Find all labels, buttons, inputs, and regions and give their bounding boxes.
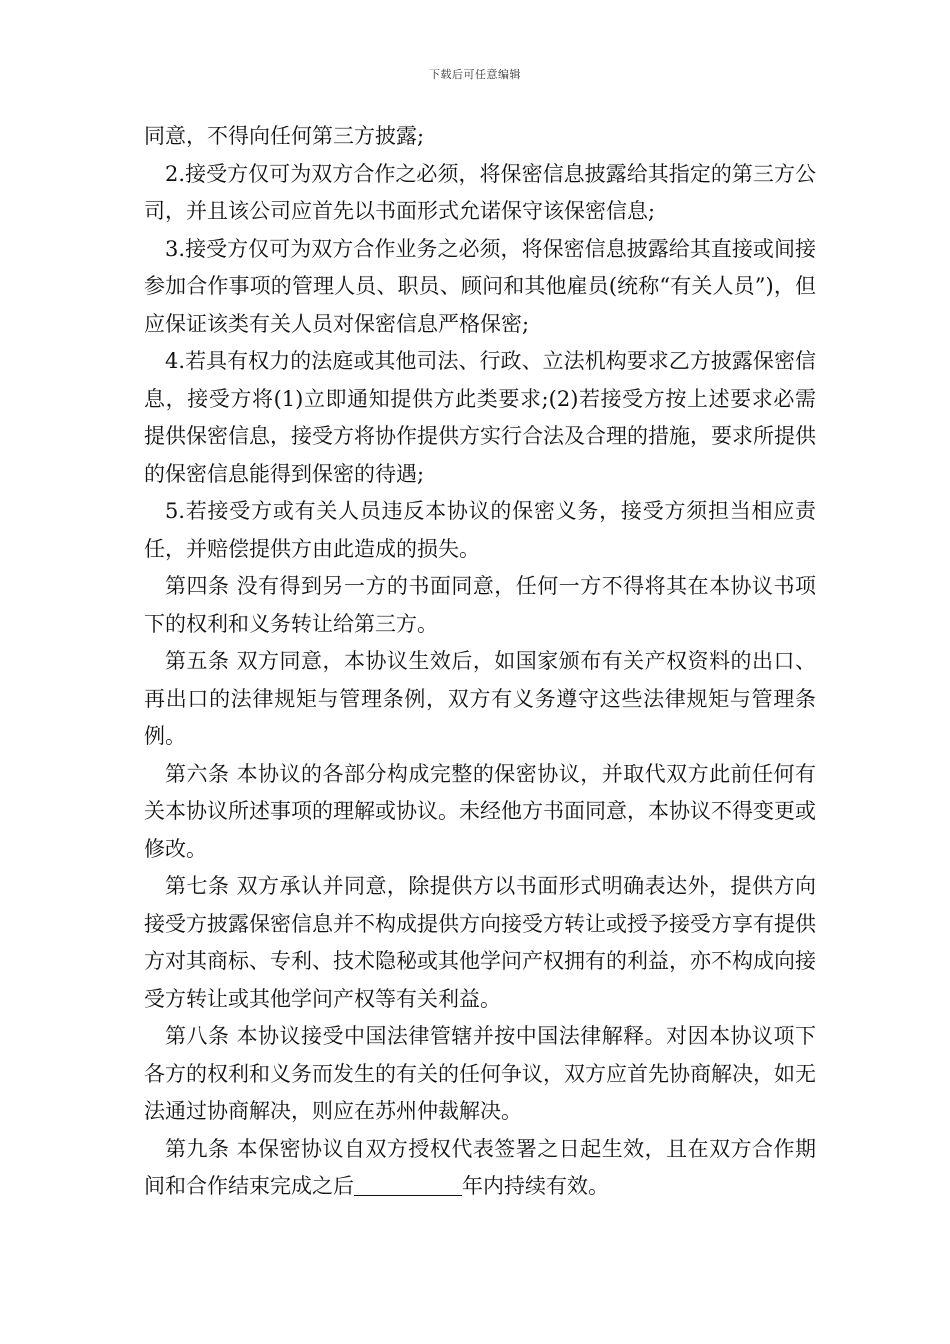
- paragraph-item-3: 3.接受方仅可为双方合作业务之必须，将保密信息披露给其直接或间接参加合作事项的管理人员、职员、顾问和其他雇员(统称“有关人员”)，但应保证该类有关人员对保密信息严格保密;: [144, 236, 816, 336]
- paragraph-continuation: 同意，不得向任何第三方披露;: [144, 124, 425, 148]
- article-9-text-before: 第九条 本保密协议自双方授权代表签署之日起生效，且在双方合作期间和合作结束完成之后: [144, 1136, 816, 1198]
- paragraph-article-6: 第六条 本协议的各部分构成完整的保密协议，并取代双方此前任何有关本协议所述事项的理解或协议。未经他方书面同意，本协议不得变更或修改。: [144, 761, 816, 861]
- paragraph-item-4: 4.若具有权力的法庭或其他司法、行政、立法机构要求乙方披露保密信息，接受方将(1)立即通知提供方此类要求;(2)若接受方按上述要求必需提供保密信息，接受方将协作提供方实行合法及合理的措施，要求所提供的保密信息能得到保密的待遇;: [144, 349, 816, 486]
- paragraph-article-7: 第七条 双方承认并同意，除提供方以书面形式明确表达外，提供方向接受方披露保密信息并不构成提供方向接受方转让或授予接受方享有提供方对其商标、专利、技术隐秘或其他学问产权拥有的利益，亦不构成向接受方转让或其他学问产权等有关利益。: [144, 874, 816, 1011]
- page-header-note: 下载后可任意编辑: [429, 68, 521, 81]
- paragraph-item-2: 2.接受方仅可为双方合作之必须，将保密信息披露给其指定的第三方公司，并且该公司应首先以书面形式允诺保守该保密信息;: [144, 161, 816, 223]
- paragraph-article-5: 第五条 双方同意，本协议生效后，如国家颁布有关产权资料的出口、再出口的法律规矩与管理条例，双方有义务遵守这些法律规矩与管理条例。: [144, 649, 816, 748]
- paragraph-article-9: [144, 1131, 816, 1206]
- paragraph-article-4: 第四条 没有得到另一方的书面同意，任何一方不得将其在本协议书项下的权利和义务转让给第三方。: [144, 574, 816, 636]
- fill-in-blank-years[interactable]: [354, 1173, 462, 1196]
- paragraph-item-5: 5.若接受方或有关人员违反本协议的保密义务，接受方须担当相应责任，并赔偿提供方由此造成的损失。: [144, 499, 816, 561]
- article-9-text-after: 年内持续有效。: [462, 1174, 609, 1198]
- document-body: [144, 118, 816, 1206]
- paragraph-article-8: 第八条 本协议接受中国法律管辖并按中国法律解释。对因本协议项下各方的权利和义务而发生的有关的任何争议，双方应首先协商解决，如无法通过协商解决，则应在苏州仲裁解决。: [144, 1024, 816, 1123]
